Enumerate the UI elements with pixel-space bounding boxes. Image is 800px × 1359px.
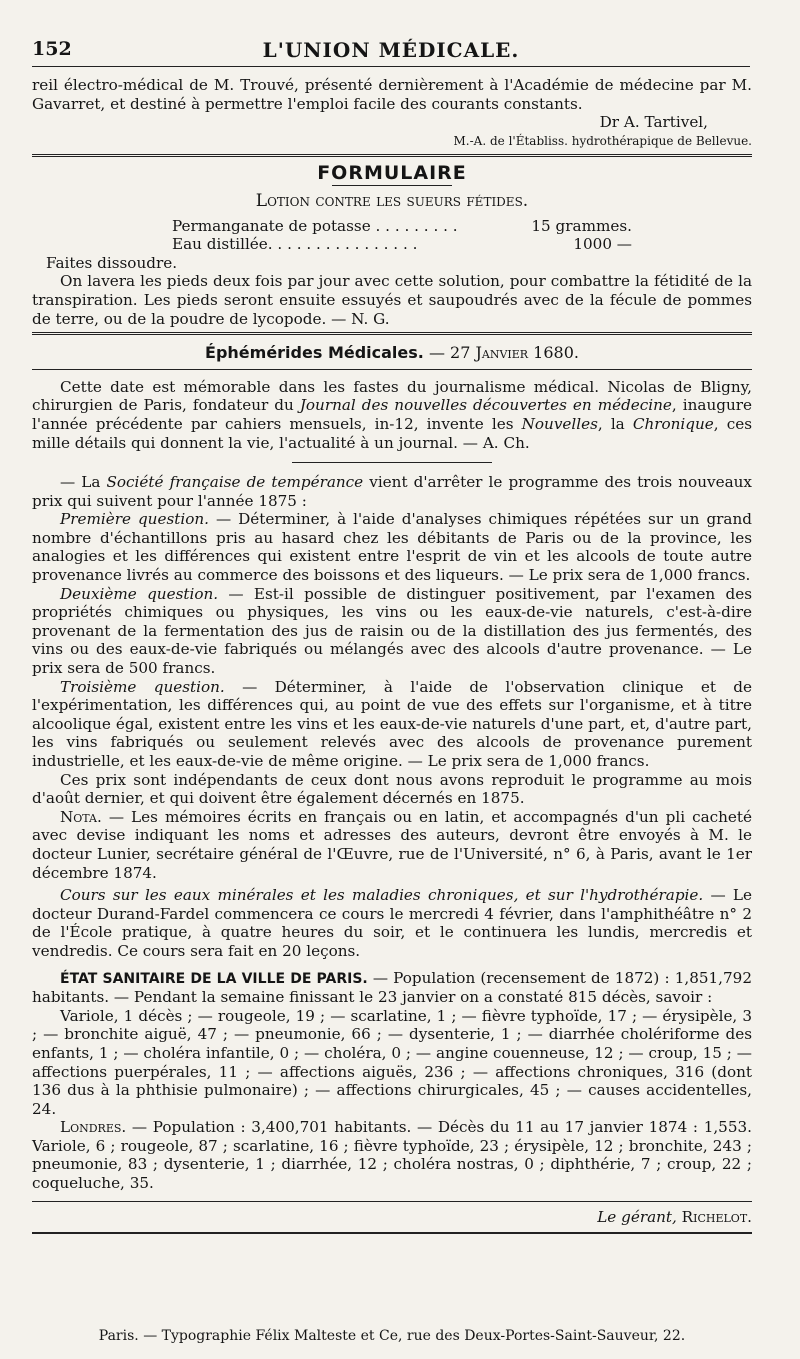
- heading-rule: [32, 369, 752, 370]
- short-divider: [292, 462, 492, 463]
- section-divider: [32, 332, 752, 338]
- recipe-instruction: Faites dissoudre.: [46, 253, 178, 272]
- nota-paragraph: Nota. — Les mémoires écrits en français ou en latin, et accompagnés d'un pli cacheté avec devise indiquant les noms et adresses des auteurs, devront être envoyés à M. le docteur Lunier, secrétaire général de l'Œuvre, rue de l'Université, n° 6, à Paris, avant le 1er décembre 1874.: [32, 807, 752, 882]
- section-title-formulaire: FORMULAIRE: [317, 162, 467, 185]
- ingredient-quantity: 1000 —: [573, 235, 632, 254]
- signature-name: Dr A. Tartivel,: [599, 113, 708, 132]
- cours-paragraph: Cours sur les eaux minérales et les maladies chroniques, et sur l'hydrothérapie. — Le docteur Durand-Fardel commencera ce cours le mercredi 4 février, dans l'amphithéâtre n° 2 de l'École pratique, à quatre heures du soir, et le continuera les lundis, mercredis et vendredis. Ce cours sera fait en 20 leçons.: [32, 886, 752, 960]
- recipe-text: On lavera les pieds deux fois par jour avec cette solution, pour combattre la fétidité de la transpiration. Les pieds seront ensuite essuyés et saupoudrés avec de la fécule de pommes de terre, ou de la poudre de lycopode. — N. G.: [32, 272, 752, 328]
- ingredient-name: Permanganate de potasse . . . . . . . . .: [172, 216, 458, 235]
- ephemerides-title: Éphémérides Médicales.: [205, 343, 424, 363]
- gerant-signature: Le gérant, Richelot.: [597, 1207, 752, 1226]
- letter-signature-name: [32, 113, 708, 132]
- title-underline: [332, 185, 452, 186]
- running-title: L'UNION MÉDICALE.: [262, 38, 520, 62]
- ephemerides-heading: [32, 344, 752, 363]
- etat-sanitaire-paragraph: ÉTAT SANITAIRE DE LA VILLE DE PARIS. — Population (recensement de 1872) : 1,851,792 habitants. — Pendant la semaine finissant le 23 janvier on a constaté 815 décès, savoir :: [32, 968, 752, 1007]
- question-3: Troisième question. — Déterminer, à l'aide de l'observation clinique et de l'expérimentation, les différences qui, au point de vue des effets sur l'organisme, et à titre alcoolique égal, existent entre les vins et les eaux-de-vie naturels d'une part, et, d'autre part, les vins fabriqués ou seulement relevés avec des alcools de provenance purement industrielle, et les eaux-de-vie de même origine. — Le prix sera de 1,000 francs.: [32, 677, 752, 770]
- ephemerides-date: — 27 Janvier 1680.: [423, 343, 579, 363]
- footer-bottom-rule: [32, 1232, 752, 1234]
- recipe-title: Lotion contre les sueurs fétides.: [255, 190, 529, 211]
- ingredient-quantity: 15 grammes.: [531, 216, 632, 235]
- ingredient-row: [172, 217, 632, 236]
- footer-rule: [32, 1201, 752, 1202]
- temperance-closing: Ces prix sont indépendants de ceux dont nous avons reproduit le programme au mois d'août dernier, et qui doivent être également décernés en 1875.: [32, 770, 752, 808]
- ingredients-list: [172, 217, 632, 254]
- temperance-intro: — La Société française de tempérance vient d'arrêter le programme des trois nouveaux prix qui suivent pour l'année 1875 :: [32, 473, 752, 510]
- letter-signature-title: M.-A. de l'Établiss. hydrothérapique de Bellevue.: [453, 133, 752, 148]
- ingredient-name: Eau distillée. . . . . . . . . . . . . . . .: [172, 235, 418, 254]
- ephemerides-paragraph: Cette date est mémorable dans les fastes du journalisme médical. Nicolas de Bligny, chirurgien de Paris, fondateur du Journal des nouvelles découvertes en médecine, inaugure l'année précédente par cahiers mensuels, in-12, invente les Nouvelles, la Chronique, ces mille détails qui donnent la vie, l'actualité à un journal. — A. Ch.: [32, 377, 752, 452]
- london-paragraph: Londres. — Population : 3,400,701 habitants. — Décès du 11 au 17 janvier 1874 : 1,553. Variole, 6 ; rougeole, 87 ; scarlatine, 16 ; fièvre typhoïde, 23 ; érysipèle, 12 ; bronchite, 243 ; pneumonie, 83 ; dysenterie, 1 ; diarrhée, 12 ; choléra nostras, 0 ; diphthérie, 7 ; croup, 22 ; coqueluche, 35.: [32, 1118, 752, 1193]
- page-header: [32, 38, 750, 66]
- question-1: Première question. — Déterminer, à l'aide d'analyses chimiques répétées sur un grand nombre d'échantillons pris au hasard chez les débitants de Paris ou de la province, les analogies et les différences qui existent entre l'esprit de vin et les alcools de toute autre provenance livrés au commerce des boissons et des liqueurs. — Le prix sera de 1,000 francs.: [32, 510, 752, 585]
- header-rule: [32, 66, 750, 67]
- page-number: 152: [32, 38, 72, 60]
- paris-deaths: Variole, 1 décès ; — rougeole, 19 ; — scarlatine, 1 ; — fièvre typhoïde, 17 ; — érysipèle, 3 ; — bronchite aiguë, 47 ; — pneumonie, 66 ; — dysenterie, 1 ; — diarrhée cholériforme des enfants, 1 ; — choléra infantile, 0 ; — choléra, 0 ; — angine couenneuse, 12 ; — croup, 15 ; — affections puerpérales, 11 ; — affections aiguës, 236 ; — affections chroniques, 316 (dont 136 dus à la phthisie pulmonaire) ; — affections chirurgicales, 45 ; — causes accidentelles, 24.: [32, 1006, 752, 1118]
- ingredient-row: [172, 235, 632, 254]
- printer-imprint: Paris. — Typographie Félix Malteste et Ce, rue des Deux-Portes-Saint-Sauveur, 22.: [98, 1328, 686, 1344]
- section-divider: [32, 154, 752, 160]
- question-2: Deuxième question. — Est-il possible de distinguer positivement, par l'examen des propriétés chimiques ou physiques, les vins ou les eaux-de-vie naturels, c'est-à-dire provenant de la fermentation des jus de raisin ou de la distillation des jus fermentés, des vins ou des eaux-de-vie fabriqués ou mélangés avec des alcools d'autre provenance. — Le prix sera de 500 francs.: [32, 584, 752, 678]
- article-body: [32, 76, 752, 1234]
- letter-end-paragraph: reil électro-médical de M. Trouvé, présenté dernièrement à l'Académie de médecine par M. Gavarret, et destiné à permettre l'emploi facile des courants constants.: [32, 76, 752, 113]
